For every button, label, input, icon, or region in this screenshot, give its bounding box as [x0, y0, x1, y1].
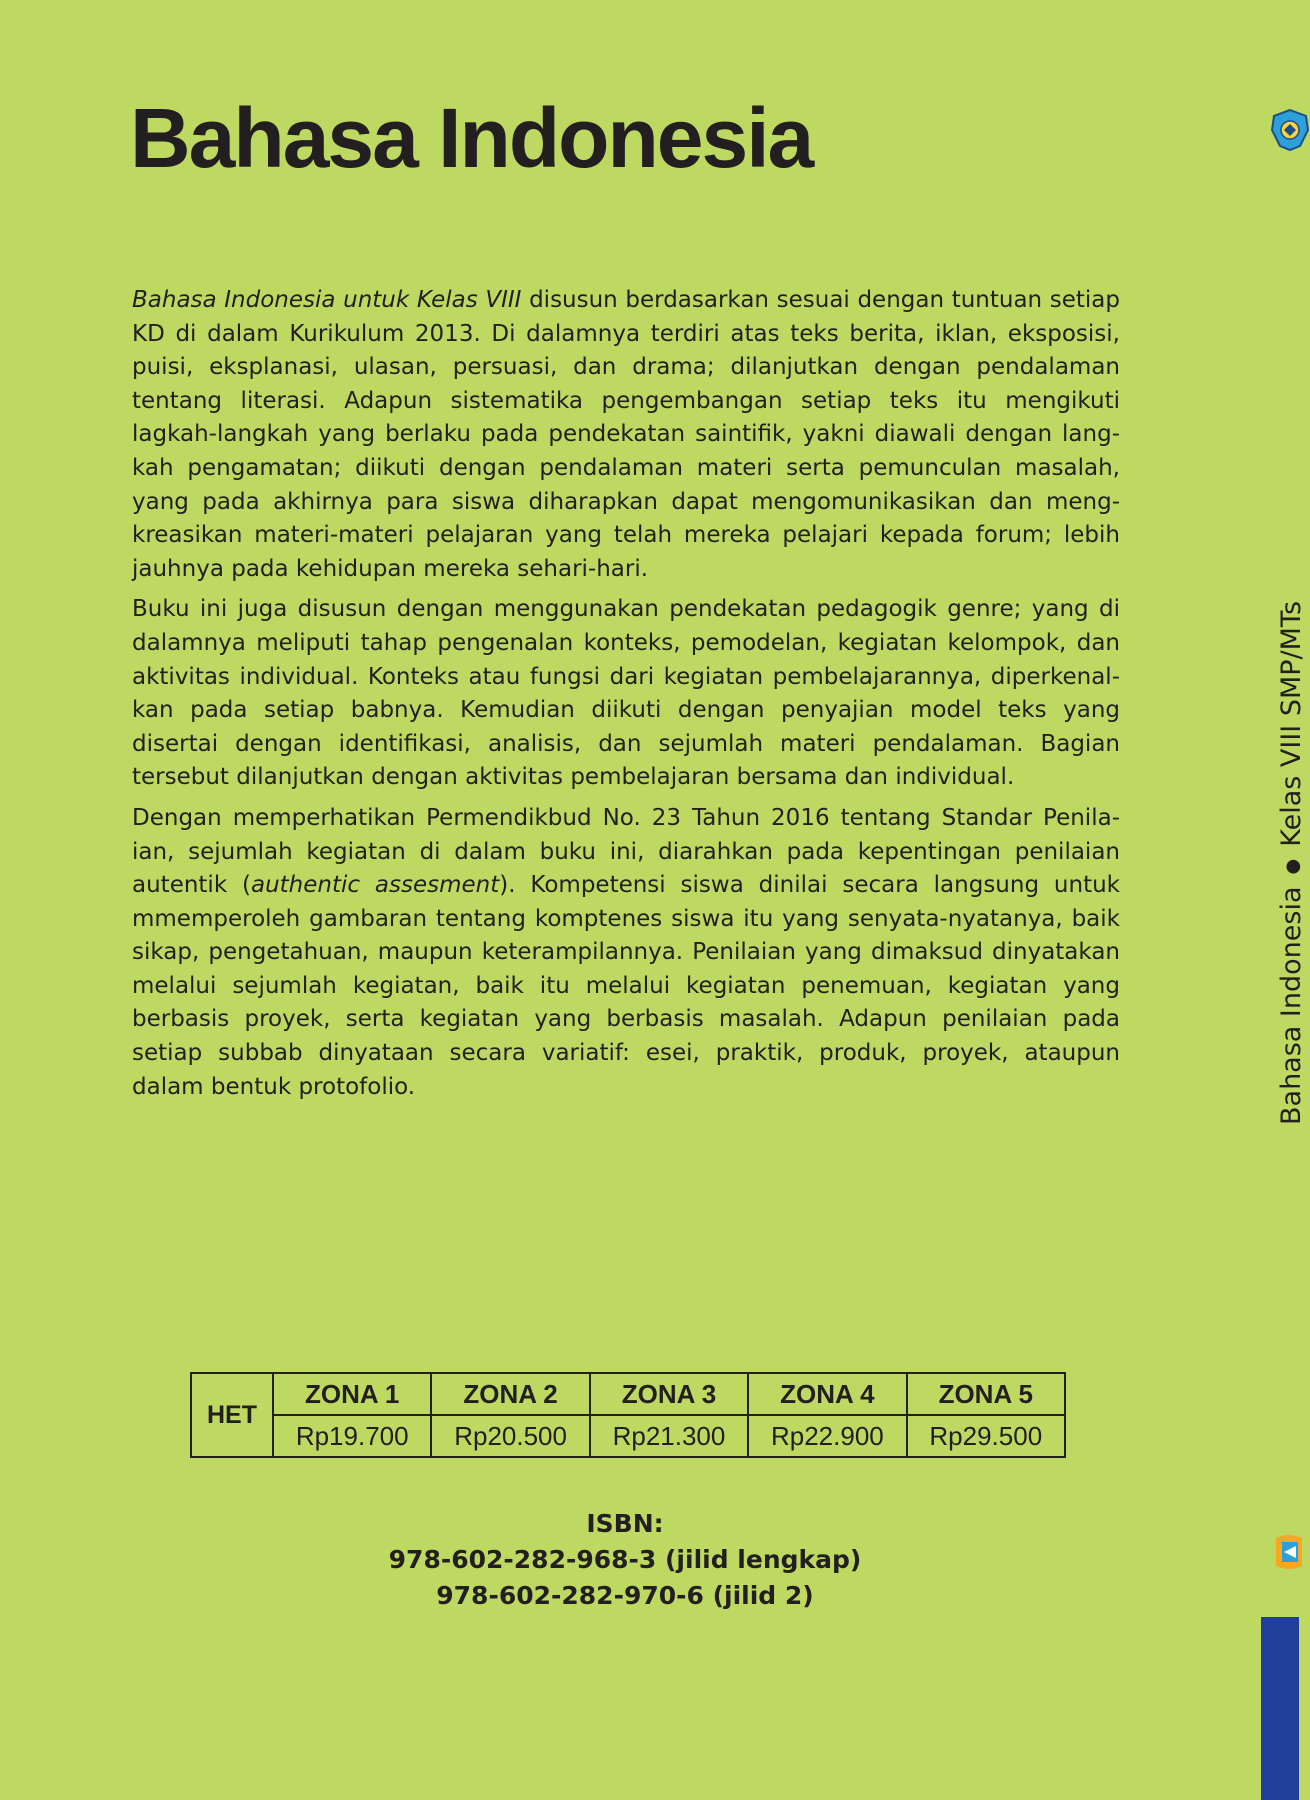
isbn-block — [300, 1506, 950, 1614]
paragraph-3-italic: authentic assesment — [250, 872, 500, 899]
book-description — [132, 284, 1120, 1111]
book-name-italic: Bahasa Indonesia untuk Kelas VIII — [132, 287, 522, 313]
zone-header: ZONA 3 — [590, 1373, 748, 1415]
paragraph-3-text-after: ). Kompetensi siswa dinilai secara langsung untuk mmemperoleh gambaran tentang komptenes siswa itu yang senyata-nyatanya, baik sikap, pengetahuan, maupun keterampilannya. Penilaian yang dimaksud dinyatakan melalui sejumlah kegiatan, baik itu melalui kegiatan penemuan, kegiatan yang berbasis proyek, serta kegiatan yang berbasis masalah. Adapun penilaian pada setiap subbab dinyataan secara variatif: esei, praktik, produk, proyek, ataupun dalam bentuk protofolio. — [132, 872, 1120, 1100]
paragraph-1-text: disusun berdasarkan sesuai dengan tuntuan setiap KD di dalam Kurikulum 2013. Di dalamnya terdiri atas teks berita, iklan, eksposisi, puisi, eksplanasi, ulasan, persuasi, dan drama; dilanjutkan dengan pendalaman tentang literasi. Adapun sistematika pengembangan setiap teks itu mengikuti lagkah-langkah yang berlaku pada pendekatan saintifik, yakni diawali dengan langkah pengamatan; diikuti dengan pendalaman materi serta pemunculan masalah, yang pada akhirnya para siswa diharapkan dapat mengomunikasikan dan mengkreasikan materi-materi pelajaran yang telah mereka pelajari kepada forum; lebih jauhnya pada kehidupan mereka sehari-hari. — [132, 287, 1121, 582]
paragraph-1 — [132, 284, 1120, 586]
spine-label — [1278, 601, 1305, 1125]
isbn-line-volume: 978-602-282-970-6 (jilid 2) — [436, 1581, 814, 1610]
price-row — [191, 1415, 1065, 1457]
paragraph-2-text: Buku ini juga disusun dengan menggunakan pendekatan pedagogik genre; yang di dalamnya meliputi tahap pengenalan konteks, pemodelan, kegiatan kelompok, dan aktivitas individual. Konteks atau fungsi dari kegiatan pembelajarannya, diperkenalkan pada setiap babnya. Kemudian diikuti dengan penyajian model teks yang disertai dengan identifikasi, analisis, dan sejumlah materi pendalaman. Bagian tersebut dilanjutkan dengan aktivitas pembelajaran bersama dan individual. — [132, 596, 1120, 791]
zone-header-row — [191, 1373, 1065, 1415]
spine-grade: Kelas VIII SMP/MTs — [1276, 600, 1307, 847]
spine-color-bar — [1261, 1617, 1299, 1800]
isbn-line-complete: 978-602-282-968-3 (jilid lengkap) — [388, 1545, 862, 1574]
zone-header: ZONA 2 — [431, 1373, 589, 1415]
price-table — [190, 1372, 1066, 1458]
book-title: Bahasa Indonesia — [130, 91, 813, 185]
publisher-logo-icon — [1272, 1532, 1306, 1572]
zone-price: Rp19.700 — [273, 1415, 431, 1457]
spine-separator: ● — [1281, 858, 1303, 875]
isbn-label: ISBN: — [586, 1509, 664, 1538]
zone-price: Rp21.300 — [590, 1415, 748, 1457]
paragraph-3-text-before: Dengan memperhatikan Permendikbud No. 23 Tahun 2016 tentang Standar Penilaian, sejumlah kegiatan di dalam buku ini, diarahkan pada kepentingan penilaian autentik ( — [132, 804, 1120, 899]
zone-price: Rp20.500 — [431, 1415, 589, 1457]
paragraph-2 — [132, 593, 1120, 795]
het-label: HET — [191, 1373, 273, 1457]
zone-price: Rp22.900 — [748, 1415, 906, 1457]
zone-price: Rp29.500 — [907, 1415, 1065, 1457]
government-emblem-icon — [1270, 108, 1310, 152]
zone-header: ZONA 5 — [907, 1373, 1065, 1415]
zone-header: ZONA 4 — [748, 1373, 906, 1415]
paragraph-3 — [132, 802, 1120, 1104]
spine-title: Bahasa Indonesia — [1276, 886, 1307, 1125]
zone-header: ZONA 1 — [273, 1373, 431, 1415]
